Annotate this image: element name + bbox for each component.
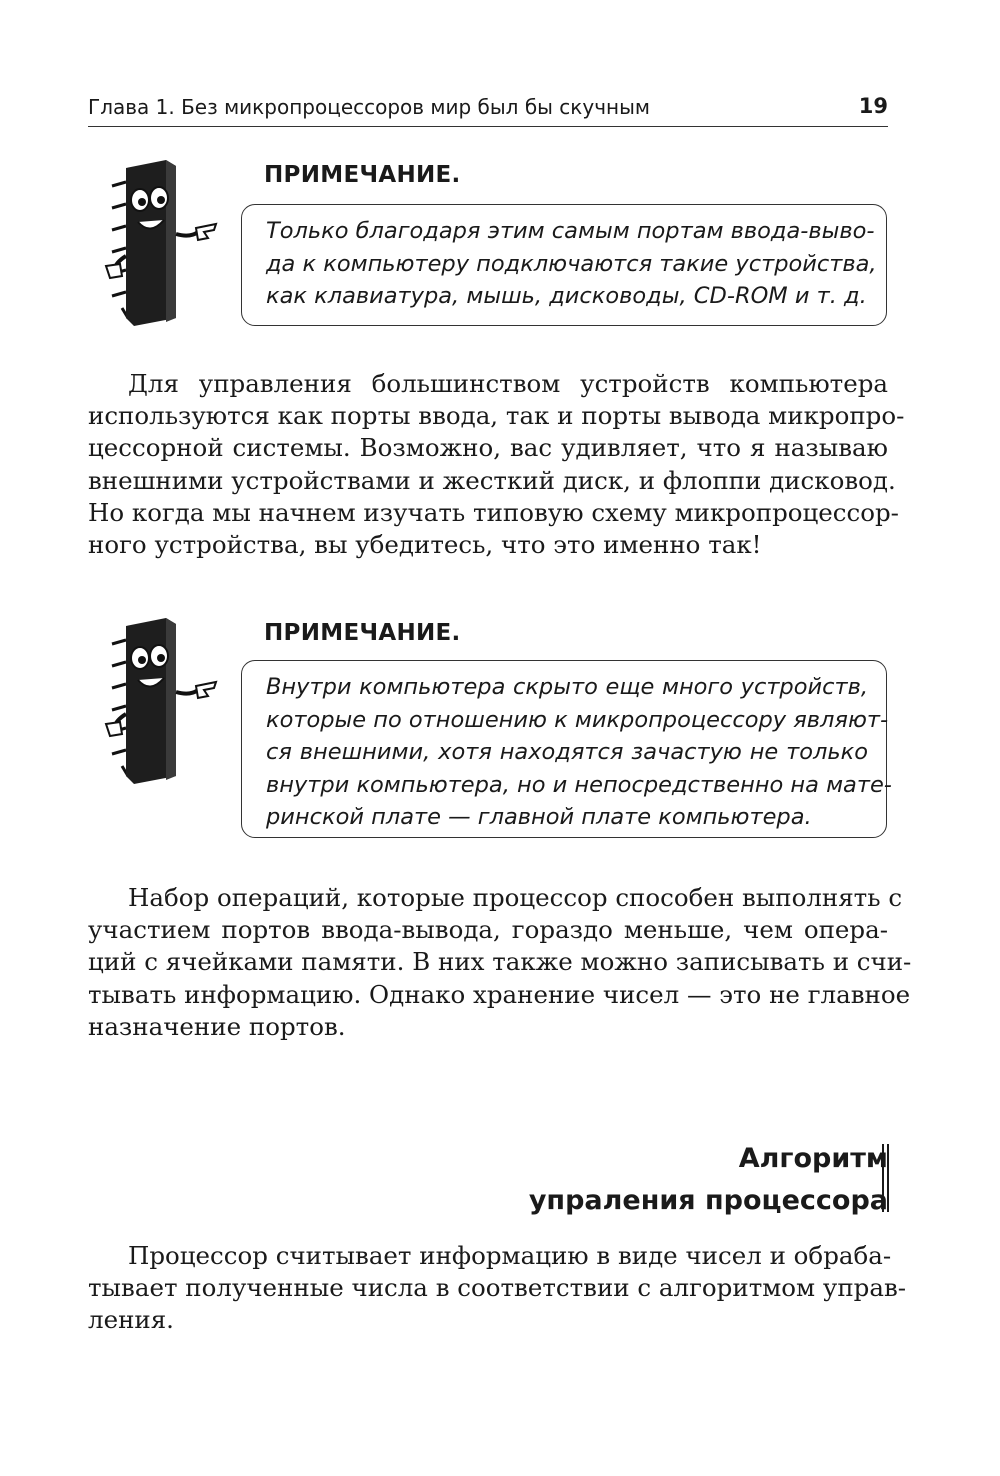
chip-mascot-icon (104, 616, 224, 788)
paragraph-line: тывает полученные числа в соответствии с алгоритмом управ- (88, 1273, 907, 1303)
note-box (241, 660, 892, 838)
paragraph-line: ций с ячейками памяти. В них также можно записывать и счи- (88, 947, 912, 977)
paragraph-line: Для управления большинством устройств компьютера (128, 369, 888, 398)
note-text-line: которые по отношению к микропроцессору являют- (266, 706, 889, 733)
paragraph-line: Набор операций, которые процессор способен выполнять с (128, 883, 903, 912)
note-title: ПРИМЕЧАНИЕ. (264, 162, 461, 188)
note-box (241, 204, 887, 326)
paragraph-line: назначение портов. (88, 1011, 346, 1041)
running-header (88, 92, 888, 127)
note-text-line: внутри компьютера, но и непосредственно на мате- (266, 771, 892, 798)
body-paragraph (88, 1240, 907, 1337)
page-number: 19 (858, 94, 888, 118)
chapter-title: Глава 1. Без микропроцессоров мир был бы скучным (88, 95, 650, 119)
section-heading-line: Алгоритм (738, 1143, 888, 1174)
note-text-line: ринской плате — главной плате компьютера. (266, 804, 812, 830)
section-heading-bar (882, 1144, 889, 1212)
paragraph-line: участием портов ввода-вывода, гораздо меньше, чем опера- (88, 915, 888, 945)
section-heading-line: упраления процессора (528, 1185, 888, 1216)
note-text-line: да к компьютеру подключаются такие устройства, (266, 250, 877, 277)
note-text-line: Только благодаря этим самым портам ввода-выво- (266, 218, 875, 244)
paragraph-line: ления. (88, 1305, 174, 1335)
note-title: ПРИМЕЧАНИЕ. (264, 620, 461, 646)
body-paragraph (88, 882, 912, 1043)
chip-mascot-icon (104, 158, 224, 330)
paragraph-line: Процессор считывает информацию в виде чисел и обраба- (128, 1241, 892, 1270)
body-paragraph (88, 368, 905, 561)
paragraph-line: цессорной системы. Возможно, вас удивляет, что я называю (88, 433, 888, 463)
section-heading (529, 1138, 888, 1222)
note-text-line: Внутри компьютера скрыто еще много устройств, (266, 674, 868, 700)
paragraph-line: ного устройства, вы убедитесь, что это именно так! (88, 530, 762, 560)
note-text-line: как клавиатура, мышь, дисководы, CD-ROM и т. д. (266, 283, 867, 309)
paragraph-line: тывать информацию. Однако хранение чисел — это не главное (88, 979, 911, 1009)
note-text-line: ся внешними, хотя находятся зачастую не только (266, 739, 868, 765)
paragraph-line: используются как порты ввода, так и порты вывода микропро- (88, 401, 905, 431)
paragraph-line: Но когда мы начнем изучать типовую схему микропроцессор- (88, 497, 899, 527)
paragraph-line: внешними устройствами и жесткий диск, и флоппи дисковод. (88, 465, 896, 495)
